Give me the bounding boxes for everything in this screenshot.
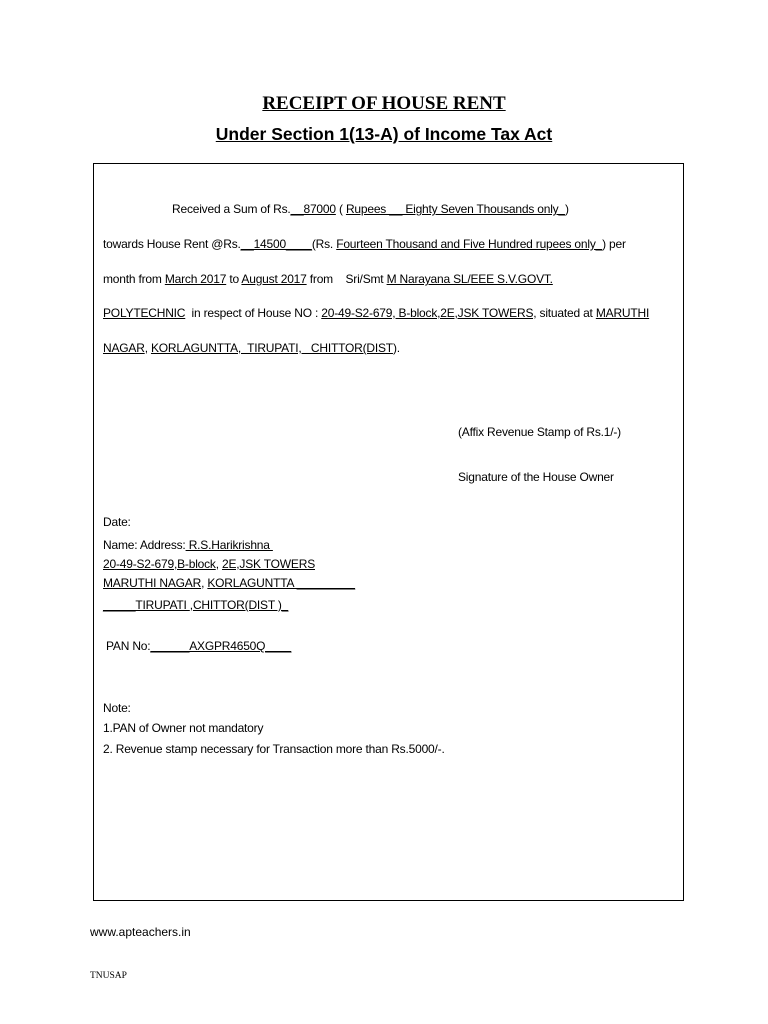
pan-value: ______AXGPR4650Q____ [150,639,292,653]
area-name: MARUTHI [595,306,650,320]
owner-address-line-2 [103,576,355,590]
footer-code: TNUSAP [90,971,127,981]
situated-label: situated at [536,306,596,320]
area-city: KORLAGUNTTA, TIRUPATI, CHITTOR(DIST [150,341,393,355]
footer-url[interactable]: www.apteachers.in [90,925,191,939]
signature-label: Signature of the House Owner [458,470,614,484]
owner-name-label: Name: Address: [103,538,186,552]
date-label: Date: [103,515,131,529]
owner-address-3a: _____TIRUPATI [103,598,190,612]
note-1: 1.PAN of Owner not mandatory [103,721,264,735]
house-number: 20-49-S2-679, B-block,2E,JSK TOWERS, [321,306,537,320]
owner-address-1a: 20-49-S2-679,B-block [103,557,216,571]
amount-words: Rupees __ Eighty Seven Thousands only_ [345,202,565,216]
tenant-name: M Narayana SL/EEE S.V.GOVT. [386,272,553,286]
body-line-4 [103,306,649,320]
area-sep: , [144,341,151,355]
tenant-prefix: from Sri/Smt [306,272,387,286]
body-line-3 [103,272,553,286]
owner-address-1b: 2E,JSK TOWERS [222,557,315,571]
period-to-label: to [226,272,242,286]
amount-suffix: ) [564,202,569,216]
area-name-cont: NAGAR [103,341,145,355]
receipt-subtitle: Under Section 1(13-A) of Income Tax Act [215,124,553,144]
stamp-note: (Affix Revenue Stamp of Rs.1/-) [458,425,621,439]
owner-address-line-3 [103,598,288,612]
owner-address-line-1 [103,557,315,571]
period-to: August 2017 [241,272,307,286]
pan-label: PAN No: [106,639,151,653]
rent-suffix: ) per [602,237,626,251]
receipt-title: RECEIPT OF HOUSE RENT [262,93,506,114]
rent-words: Fourteen Thousand and Five Hundred rupees only_ [336,237,603,251]
note-title: Note: [103,701,131,715]
rent-prefix: towards House Rent @Rs. [103,237,241,251]
owner-address-2b: KORLAGUNTTA _________ [207,576,356,590]
owner-address-2a: MARUTHI NAGAR [103,576,202,590]
amount-prefix: Received a Sum of Rs. [172,202,291,216]
amount-mid: ( [335,202,346,216]
owner-address-3-sep: , [189,598,193,612]
rent-value: __14500____ [240,237,312,251]
owner-address-2-sep: , [201,576,208,590]
body-line-2 [103,237,626,251]
period-prefix: month from [103,272,165,286]
amount-value: __87000 [290,202,336,216]
owner-name-line [103,538,273,552]
pan-line [106,639,291,653]
body-line-1 [172,202,569,216]
area-suffix: ). [392,341,400,355]
owner-address-1-sep: , [215,557,223,571]
tenant-name-cont: POLYTECHNIC [103,306,186,320]
body-line-5 [103,341,400,355]
owner-name: R.S.Harikrishna [185,538,273,552]
house-prefix: in respect of House NO : [185,306,322,320]
note-2: 2. Revenue stamp necessary for Transaction more than Rs.5000/-. [103,742,445,756]
owner-address-3b: CHITTOR(DIST )_ [192,598,289,612]
period-from: March 2017 [164,272,227,286]
rent-mid: (Rs. [311,237,337,251]
